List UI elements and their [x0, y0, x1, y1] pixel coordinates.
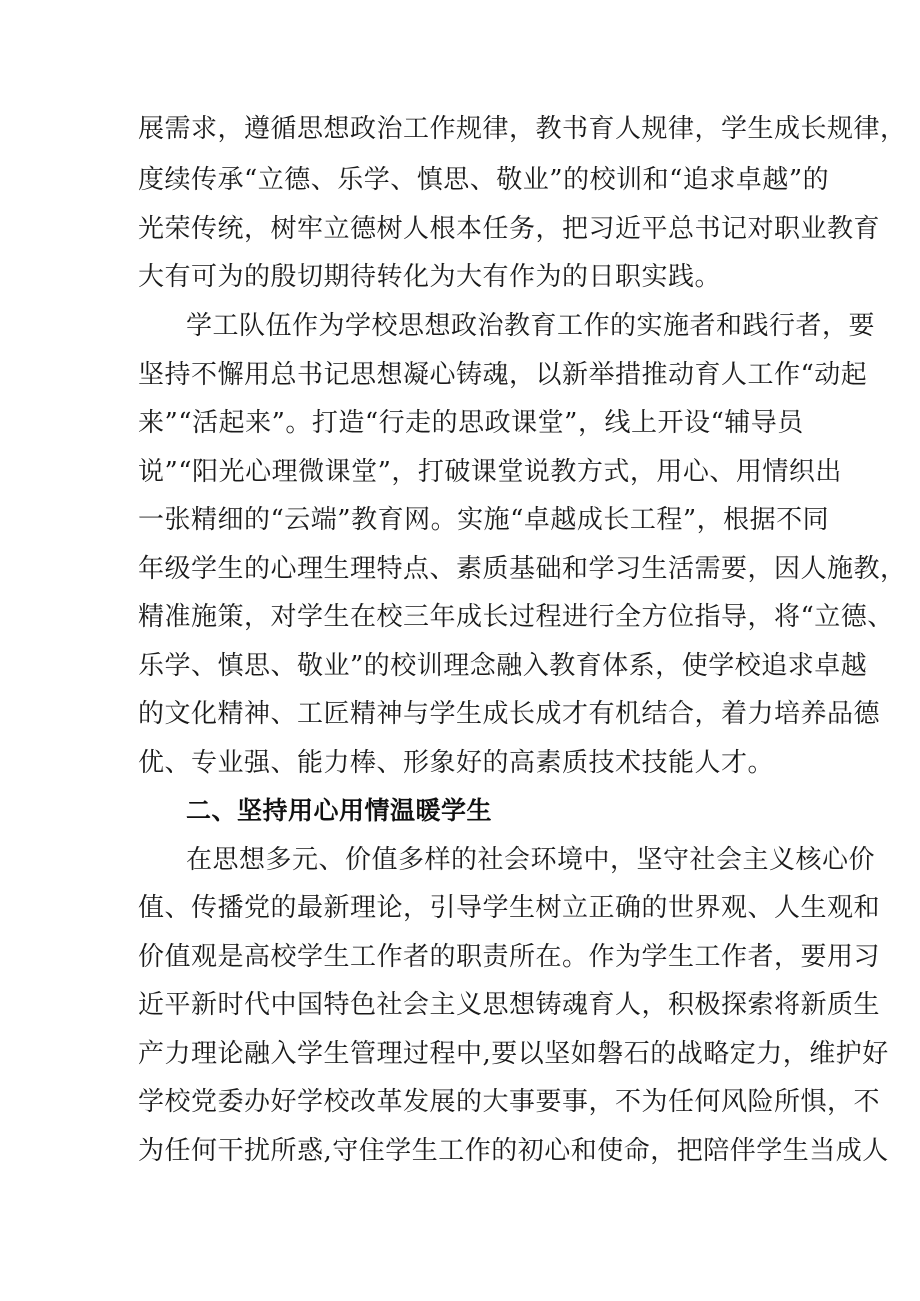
paragraph-2-line-1: 学工队伍作为学校思想政治教育工作的实施者和践行者，要 [186, 311, 876, 341]
paragraph-2-line-4: 说”“阳光心理微课堂”，打破课堂说教方式，用心、用情织出 [138, 457, 842, 487]
paragraph-2-line-5: 一张精细的“云端”教育网。实施“卓越成长工程”，根据不同 [138, 505, 830, 535]
paragraph-1-line-3: 光荣传统，树牢立德树人根本任务，把习近平总书记对职业教育 [138, 214, 881, 244]
paragraph-3-line-2: 值、传播党的最新理论，引导学生树立正确的世界观、人生观和 [138, 893, 881, 923]
paragraph-2-line-7: 精准施策，对学生在校三年成长过程进行全方位指导，将“立德、 [138, 602, 894, 632]
paragraph-2-line-3: 来”“活起来”。打造“行走的思政课堂”，线上开设“辅导员 [138, 408, 804, 438]
paragraph-2-line-6: 年级学生的心理生理特点、素质基础和学习生活需要，因人施教， [138, 554, 907, 584]
paragraph-2-line-10: 优、专业强、能力棒、形象好的高素质技术技能人才。 [138, 748, 775, 778]
section-heading: 二、坚持用心用情温暖学生 [186, 796, 493, 825]
paragraph-3-line-7: 为任何干扰所惑,守住学生工作的初心和使命，把陪伴学生当成人 [138, 1136, 889, 1166]
paragraph-2-line-8: 乐学、慎思、敬业”的校训理念融入教育体系，使学校追求卓越 [138, 651, 868, 681]
paragraph-3-line-4: 近平新时代中国特色社会主义思想铸魂育人，积极探索将新质生 [138, 990, 881, 1020]
paragraph-3-line-3: 价值观是高校学生工作者的职责所在。作为学生工作者，要用习 [138, 942, 881, 972]
paragraph-3-line-1: 在思想多元、价值多样的社会环境中，坚守社会主义核心价 [186, 845, 876, 875]
paragraph-1-line-4: 大有可为的殷切期待转化为大有作为的日职实践。 [138, 262, 722, 292]
paragraph-1-line-1: 展需求，遵循思想政治工作规律，教书育人规律，学生成长规律， [138, 114, 907, 144]
paragraph-2-line-9: 的文化精神、工匠精神与学生成长成才有机结合，着力培养品德 [138, 699, 881, 729]
paragraph-1-line-2: 度续传承“立德、乐学、慎思、敬业”的校训和“追求卓越”的 [138, 165, 830, 195]
paragraph-3-line-5: 产力理论融入学生管理过程中,要以坚如磐石的战略定力，维护好 [138, 1039, 889, 1069]
paragraph-3-line-6: 学校党委办好学校改革发展的大事要事，不为任何风险所惧，不 [138, 1087, 881, 1117]
paragraph-2-line-2: 坚持不懈用总书记思想凝心铸魂，以新举措推动育人工作“动起 [138, 360, 868, 390]
